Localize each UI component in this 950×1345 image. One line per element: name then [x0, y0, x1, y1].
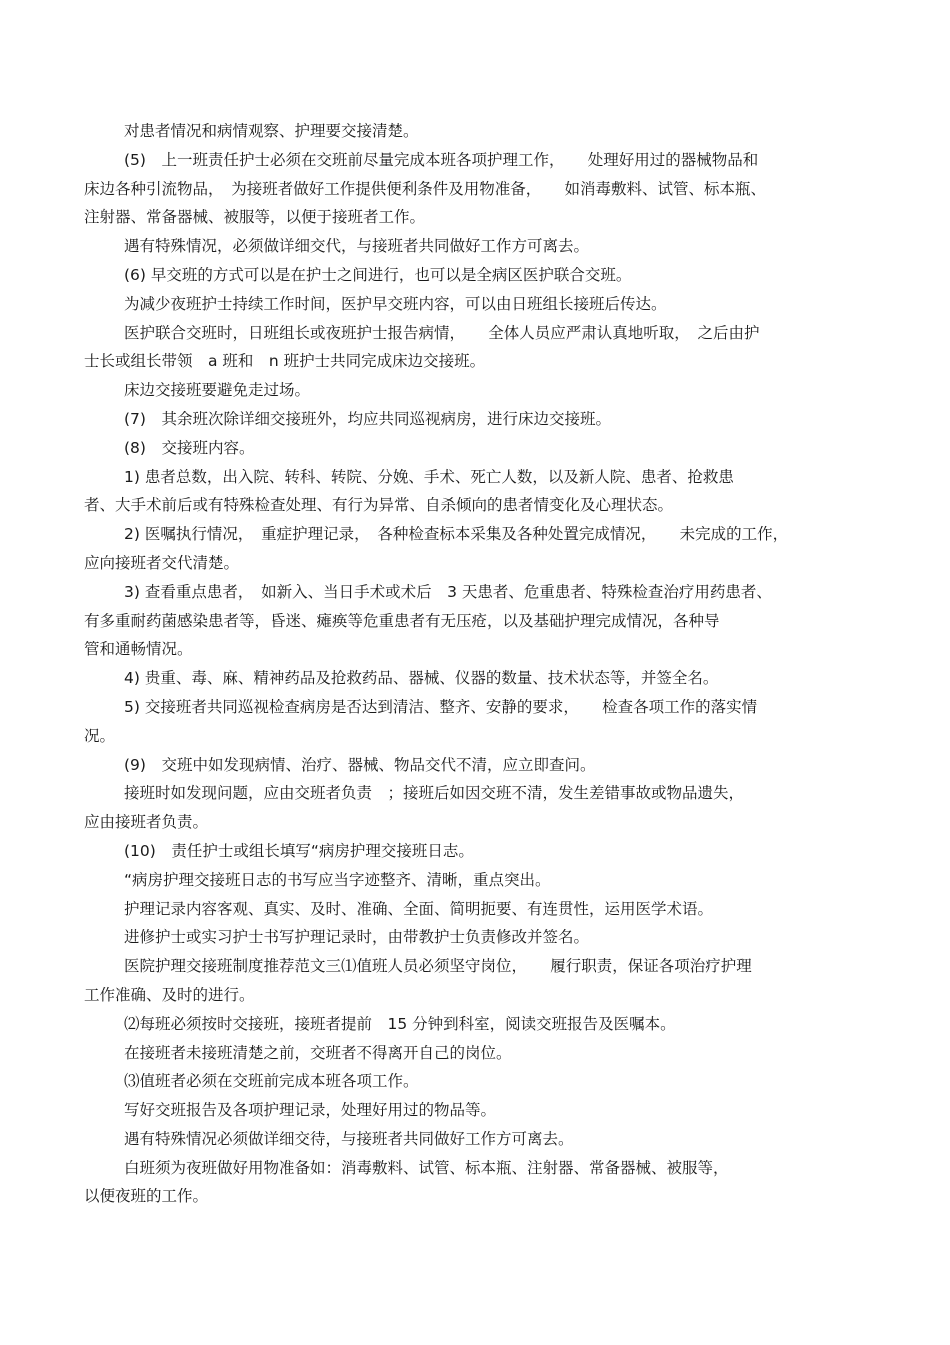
text-line: ⑶值班者必须在交班前完成本班各项工作。	[124, 1072, 419, 1091]
text-line: 应向接班者交代清楚。	[84, 553, 240, 572]
text-line: (8) 交接班内容。	[124, 438, 255, 457]
text-line: 4) 贵重、毒、麻、精神药品及抢救药品、器械、仪器的数量、技术状态等，并签全名。	[124, 669, 719, 688]
paragraph	[84, 1010, 864, 1039]
paragraph	[84, 1096, 864, 1125]
text-line: 管和通畅情况。	[84, 640, 193, 659]
paragraph	[84, 405, 864, 434]
paragraph	[84, 923, 864, 952]
text-line: 接班时如发现问题，应由交班者负责 ；接班后如因交班不清，发生差错事故或物品遗失，	[124, 784, 745, 803]
paragraph	[84, 895, 864, 924]
paragraph	[84, 837, 864, 866]
text-line: (6) 早交班的方式可以是在护士之间进行，也可以是全病区医护联合交班。	[124, 265, 632, 284]
paragraph	[84, 261, 864, 290]
paragraph	[84, 146, 864, 232]
paragraph	[84, 952, 864, 1010]
text-line: 5) 交接班者共同巡视检查病房是否达到清洁、整齐、安静的要求， 检查各项工作的落实情	[124, 697, 758, 716]
text-line: 进修护士或实习护士书写护理记录时，由带教护士负责修改并签名。	[124, 928, 590, 947]
text-line: 2) 医嘱执行情况， 重症护理记录， 各种检查标本采集及各种处置完成情况， 未完成的工作，	[124, 525, 789, 544]
text-line: 床边交接班要避免走过场。	[124, 381, 311, 400]
text-line: 3) 查看重点患者， 如新入、当日手术或术后 3 天患者、危重患者、特殊检查治疗用药患者、	[124, 582, 772, 601]
paragraph	[84, 1067, 864, 1096]
paragraph	[84, 290, 864, 319]
paragraph	[84, 434, 864, 463]
paragraph	[84, 664, 864, 693]
paragraph	[84, 578, 864, 664]
text-line: 有多重耐药菌感染患者等，昏迷、瘫痪等危重患者有无压疮，以及基础护理完成情况，各种导	[84, 611, 720, 630]
text-line: 在接班者未接班清楚之前，交班者不得离开自己的岗位。	[124, 1043, 512, 1062]
text-line: 遇有特殊情况，必须做详细交代，与接班者共同做好工作方可离去。	[124, 237, 590, 256]
text-line: 注射器、常备器械、被服等，以便于接班者工作。	[84, 208, 426, 227]
text-line: 对患者情况和病情观察、护理要交接清楚。	[124, 122, 419, 140]
text-line: 医院护理交接班制度推荐范文三⑴值班人员必须坚守岗位， 履行职责，保证各项治疗护理	[124, 957, 752, 976]
text-line: 写好交班报告及各项护理记录，处理好用过的物品等。	[124, 1101, 497, 1120]
text-line: 者、大手术前后或有特殊检查处理、有行为异常、自杀倾向的患者情变化及心理状态。	[84, 496, 674, 515]
text-line: 遇有特殊情况必须做详细交待，与接班者共同做好工作方可离去。	[124, 1129, 574, 1148]
paragraph	[84, 693, 864, 751]
text-line: 床边各种引流物品， 为接班者做好工作提供便利条件及用物准备， 如消毒敷料、试管、标本瓶、	[84, 179, 767, 198]
text-line: 应由接班者负责。	[84, 813, 209, 832]
text-line: (7) 其余班次除详细交接班外，均应共同巡视病房，进行床边交接班。	[124, 409, 611, 428]
text-line: “病房护理交接班日志的书写应当字迹整齐、清晰，重点突出。	[124, 870, 551, 889]
text-line: (9) 交班中如发现病情、治疗、器械、物品交代不清，应立即查问。	[124, 755, 596, 774]
text-line: 为减少夜班护士持续工作时间，医护早交班内容，可以由日班组长接班后传达。	[124, 294, 667, 313]
paragraph	[84, 376, 864, 405]
text-line: 1) 患者总数，出入院、转科、转院、分娩、手术、死亡人数，以及新人院、患者、抢救患	[124, 467, 734, 486]
text-line: 工作准确、及时的进行。	[84, 985, 255, 1004]
paragraph	[84, 463, 864, 521]
text-line: 白班须为夜班做好用物准备如：消毒敷料、试管、标本瓶、注射器、常备器械、被服等，	[124, 1158, 729, 1177]
paragraph	[84, 1154, 864, 1212]
paragraph	[84, 1039, 864, 1068]
paragraph	[84, 117, 864, 146]
text-line: 以便夜班的工作。	[84, 1187, 209, 1206]
paragraph	[84, 520, 864, 578]
paragraph	[84, 779, 864, 837]
paragraph	[84, 1125, 864, 1154]
text-line: (5) 上一班责任护士必须在交班前尽量完成本班各项护理工作， 处理好用过的器械物品和	[124, 150, 759, 169]
paragraph	[84, 866, 864, 895]
paragraph	[84, 319, 864, 377]
document-body	[84, 117, 864, 1211]
text-line: 医护联合交班时，日班组长或夜班护士报告病情， 全体人员应严肃认真地听取， 之后由护	[124, 323, 760, 342]
text-line: (10) 责任护士或组长填写“病房护理交接班日志。	[124, 841, 474, 860]
text-line: 况。	[84, 726, 116, 745]
text-line: 士长或组长带领 a 班和 n 班护士共同完成床边交接班。	[84, 352, 486, 371]
text-line: 护理记录内容客观、真实、及时、准确、全面、简明扼要、有连贯性，运用医学术语。	[124, 899, 714, 918]
text-line: ⑵每班必须按时交接班，接班者提前 15 分钟到科室，阅读交班报告及医嘱本。	[124, 1014, 676, 1033]
paragraph	[84, 751, 864, 780]
paragraph	[84, 232, 864, 261]
